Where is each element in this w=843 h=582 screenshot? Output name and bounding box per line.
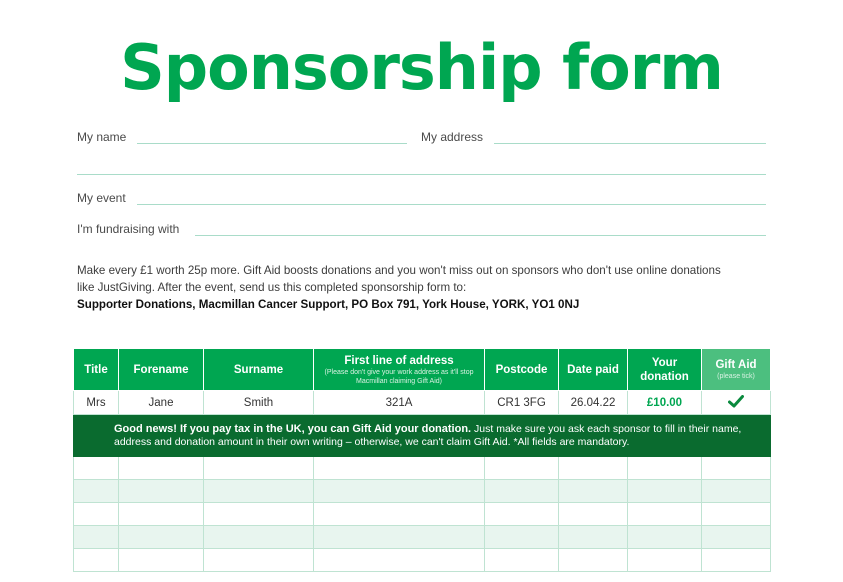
table-header-row <box>74 349 771 391</box>
table-row[interactable] <box>74 503 771 526</box>
header-title: Title <box>74 349 119 391</box>
fundraising-label: I'm fundraising with <box>77 222 180 236</box>
gift-aid-notice <box>74 415 771 457</box>
gift-aid-notice-row <box>74 415 771 457</box>
sponsorship-table <box>73 348 771 572</box>
example-forename: Jane <box>119 391 204 415</box>
header-address-note: (Please don't give your work address as it'll stop Macmillan claiming Gift Aid) <box>324 368 474 385</box>
header-forename: Forename <box>119 349 204 391</box>
header-donation: Your donation <box>628 349 702 391</box>
example-donation: £10.00 <box>628 391 702 415</box>
example-gift-aid <box>702 391 771 415</box>
gift-aid-intro <box>77 262 727 313</box>
name-field[interactable] <box>137 143 407 144</box>
name-label: My name <box>77 130 127 144</box>
intro-text: Make every £1 worth 25p more. Gift Aid boosts donations and you won't miss out on sponsors who don't use online donations like JustGiving. After the event, send us this completed sponsorship form to: <box>77 264 721 294</box>
event-label: My event <box>77 191 126 205</box>
header-gift-aid-note: (please tick) <box>717 373 755 380</box>
example-surname: Smith <box>204 391 314 415</box>
example-title: Mrs <box>74 391 119 415</box>
header-date: Date paid <box>559 349 628 391</box>
address-field[interactable] <box>494 143 766 144</box>
page-title: Sponsorship form <box>120 31 723 104</box>
event-field[interactable] <box>137 204 766 205</box>
notice-lead: Good news! If you pay tax in the UK, you can Gift Aid your donation. <box>114 422 472 435</box>
header-gift-aid-label: Gift Aid <box>715 359 757 371</box>
example-row <box>74 391 771 415</box>
postal-address: Supporter Donations, Macmillan Cancer Support, PO Box 791, York House, YORK, YO1 0NJ <box>77 298 580 311</box>
checkmark-icon <box>728 395 744 411</box>
example-date: 26.04.22 <box>559 391 628 415</box>
example-address: 321A <box>314 391 485 415</box>
header-surname: Surname <box>204 349 314 391</box>
address-label: My address <box>421 130 484 144</box>
table-row[interactable] <box>74 526 771 549</box>
header-address-label: First line of address <box>344 354 454 367</box>
header-address <box>314 349 485 391</box>
example-postcode: CR1 3FG <box>485 391 559 415</box>
table-row[interactable] <box>74 457 771 480</box>
table-row[interactable] <box>74 480 771 503</box>
notice-body: Just make sure you ask each sponsor to fill in their name, address and donation amount in their own writing – otherwise, we can't claim Gift Aid. *All fields are mandatory. <box>114 422 742 448</box>
address-field-line-2[interactable] <box>77 174 766 175</box>
fundraising-field[interactable] <box>195 235 766 236</box>
header-gift-aid <box>702 349 771 391</box>
table-row[interactable] <box>74 549 771 572</box>
header-postcode: Postcode <box>485 349 559 391</box>
